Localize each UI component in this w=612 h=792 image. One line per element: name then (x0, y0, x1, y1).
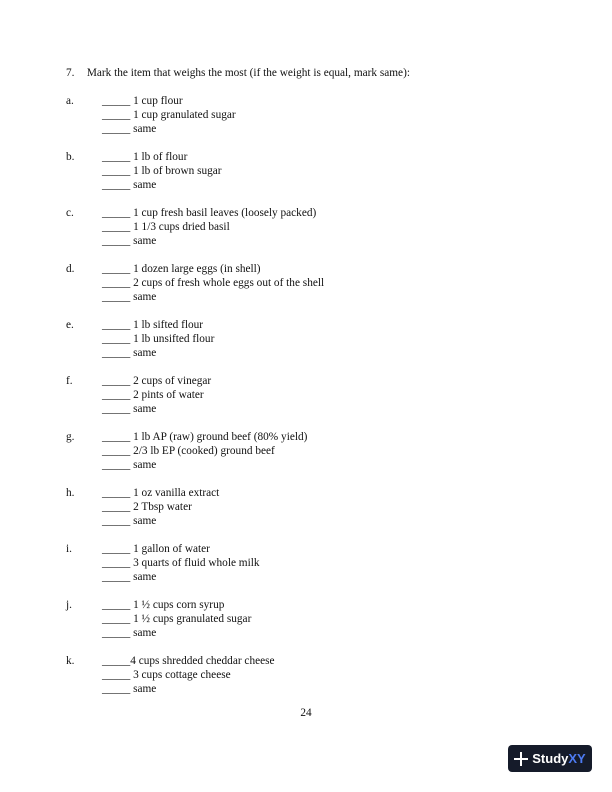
option-line: _____ 2 Tbsp water (102, 501, 192, 513)
option-list (102, 430, 307, 472)
option-line: _____ same (102, 179, 157, 191)
option-line: _____ 1 lb of flour (102, 151, 188, 163)
option-line: _____ same (102, 235, 157, 247)
option-list (102, 206, 316, 248)
group-letter: e. (66, 319, 74, 331)
studyxy-badge[interactable] (508, 745, 592, 772)
option-line: _____ 1 cup flour (102, 95, 183, 107)
option-line: _____ 1 lb unsifted flour (102, 333, 215, 345)
option-line: _____ 2/3 lb EP (cooked) ground beef (102, 445, 275, 457)
option-list (102, 542, 260, 584)
option-list (102, 486, 219, 528)
group-letter: i. (66, 543, 72, 555)
option-line: _____ same (102, 459, 157, 471)
group-letter: a. (66, 95, 74, 107)
question-prompt (66, 66, 410, 80)
option-line: _____ same (102, 403, 157, 415)
option-list (102, 318, 214, 360)
question-text: Mark the item that weighs the most (if the weight is equal, mark same): (86, 67, 410, 79)
option-line: _____ 1 oz vanilla extract (102, 487, 220, 499)
option-line: _____ 1 gallon of water (102, 543, 210, 555)
option-line: _____ 2 cups of vinegar (102, 375, 212, 387)
option-line: _____ 1 ½ cups granulated sugar (102, 613, 252, 625)
option-line: _____ 1 lb sifted flour (102, 319, 204, 331)
option-line: _____ 1 lb AP (raw) ground beef (80% yield) (102, 431, 308, 443)
group-letter: j. (66, 599, 72, 611)
option-line: _____ 1 cup granulated sugar (102, 109, 236, 121)
group-letter: g. (66, 431, 75, 443)
brand-accent: XY (568, 751, 586, 766)
option-line: _____4 cups shredded cheddar cheese (102, 655, 275, 667)
question-number: 7. (66, 67, 75, 79)
option-line: _____ 2 pints of water (102, 389, 204, 401)
option-line: _____ same (102, 627, 157, 639)
option-line: _____ 1 ½ cups corn syrup (102, 599, 225, 611)
group-letter: h. (66, 487, 75, 499)
option-line: _____ 3 quarts of fluid whole milk (102, 557, 260, 569)
option-line: _____ same (102, 291, 157, 303)
option-list (102, 598, 251, 640)
page-number: 24 (300, 707, 312, 719)
option-line: _____ same (102, 571, 157, 583)
option-line: _____ same (102, 347, 157, 359)
option-line: _____ 3 cups cottage cheese (102, 669, 231, 681)
group-letter: d. (66, 263, 75, 275)
option-line: _____ 1 1/3 cups dried basil (102, 221, 230, 233)
option-line: _____ 1 dozen large eggs (in shell) (102, 263, 261, 275)
option-line: _____ 2 cups of fresh whole eggs out of the shell (102, 277, 325, 289)
option-line: _____ same (102, 683, 157, 695)
brand-name (532, 745, 585, 772)
option-line: _____ 1 lb of brown sugar (102, 165, 222, 177)
option-list (102, 262, 324, 304)
option-line: _____ same (102, 123, 157, 135)
option-line: _____ same (102, 515, 157, 527)
option-list (102, 654, 275, 696)
brand-main: Study (532, 751, 569, 766)
option-list (102, 374, 211, 416)
option-list (102, 94, 236, 136)
group-letter: k. (66, 655, 75, 667)
group-letter: f. (66, 375, 73, 387)
group-letter: b. (66, 151, 75, 163)
option-line: _____ 1 cup fresh basil leaves (loosely packed) (102, 207, 317, 219)
option-list (102, 150, 222, 192)
plus-sparkle-icon (514, 752, 528, 766)
group-letter: c. (66, 207, 74, 219)
